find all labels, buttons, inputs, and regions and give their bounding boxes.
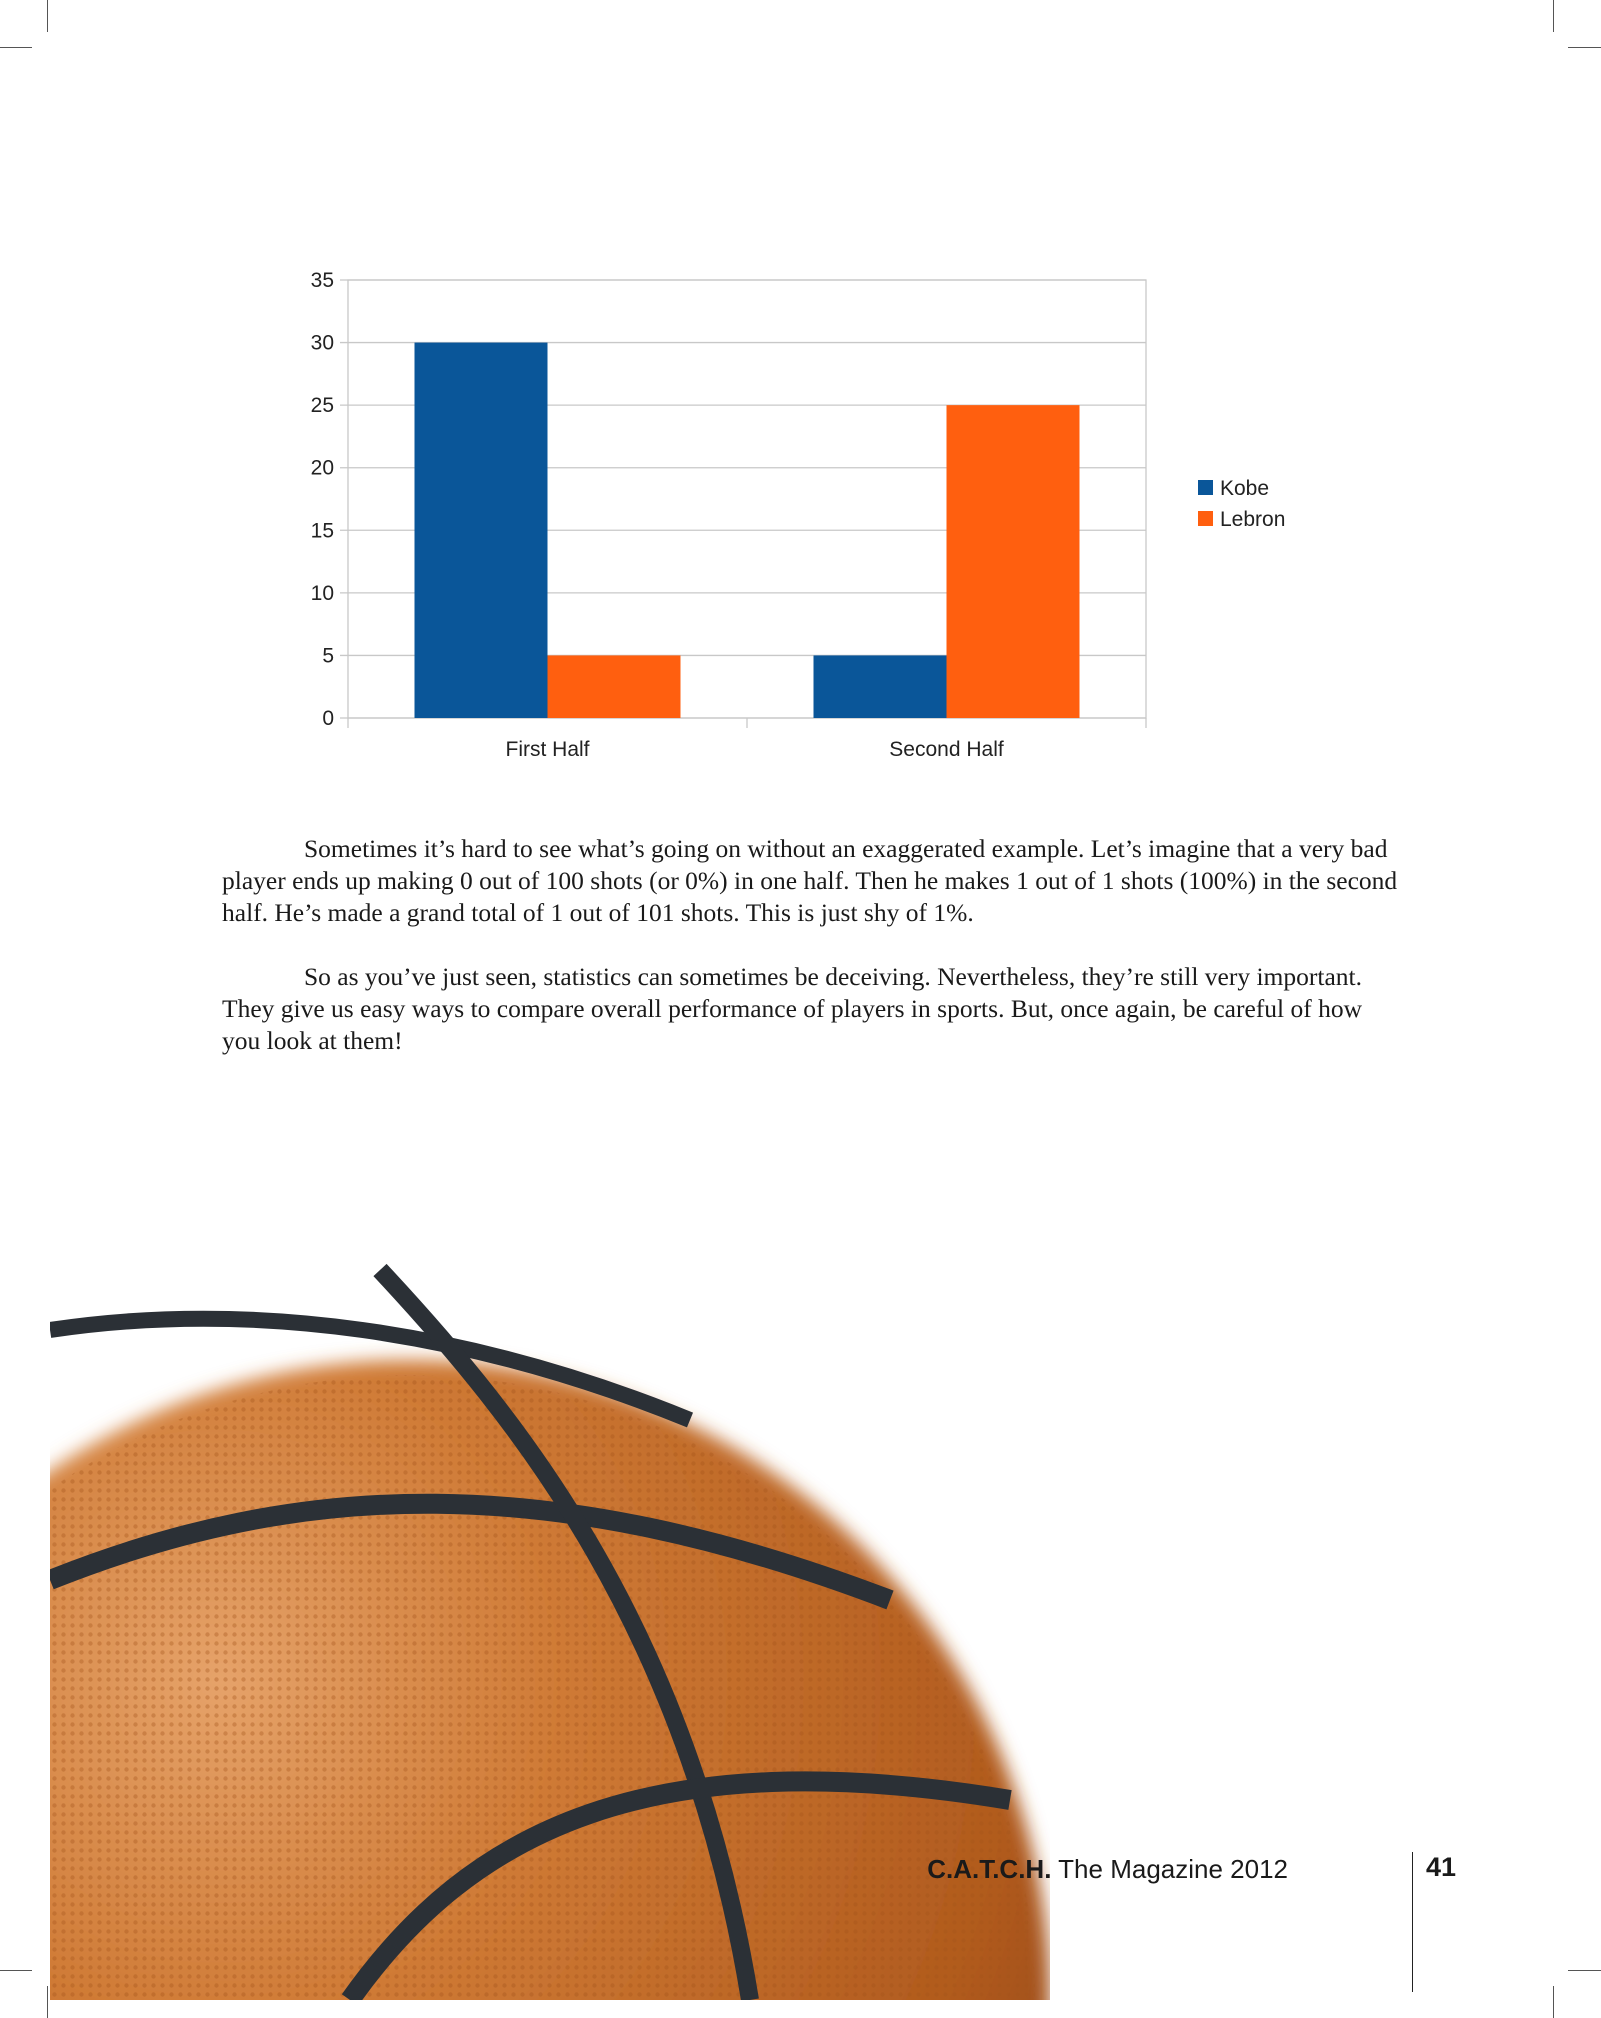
y-tick-label: 25 (310, 394, 334, 418)
bar-chart (280, 255, 1320, 775)
crop-mark-top-left-h (0, 47, 32, 48)
legend-label-kobe: Kobe (1220, 477, 1270, 500)
paragraph-1: Sometimes it’s hard to see what’s going on without an exaggerated example. Let’s imagine that a very bad player ends up making 0 out of 100 shots (or 0%) in one half. Then he makes 1 out of 1 shots (100%) in the second half. He’s made a grand total of 1 out of 101 shots. This is just shy of 1%. (222, 834, 1398, 927)
basketball-image (50, 1180, 1050, 2000)
crop-mark-top-left-v (47, 0, 48, 32)
legend-swatch-kobe (1198, 480, 1213, 495)
bar-kobe (415, 343, 548, 718)
crop-mark-bottom-left-v (47, 1986, 48, 2018)
page-footer (927, 1852, 1457, 2002)
crop-mark-bottom-right-h (1568, 1970, 1601, 1971)
y-tick-label: 10 (310, 581, 334, 605)
y-tick-label: 20 (310, 456, 334, 480)
y-tick-label: 0 (322, 707, 334, 730)
x-tick-label: First Half (505, 738, 590, 761)
footer-magazine-title: The Magazine 2012 (1051, 1854, 1288, 1884)
bar-lebron (548, 655, 681, 718)
y-tick-label: 30 (310, 331, 334, 355)
crop-mark-top-right-v (1553, 0, 1554, 32)
bar-kobe (814, 655, 947, 718)
legend-swatch-lebron (1198, 511, 1213, 526)
y-tick-label: 35 (310, 269, 334, 292)
y-tick-label: 15 (310, 519, 334, 543)
crop-mark-bottom-left-h (0, 1970, 32, 1971)
page-number: 41 (1426, 1852, 1457, 1882)
legend-label-lebron: Lebron (1220, 508, 1286, 531)
footer-brand: C.A.T.C.H. (927, 1854, 1052, 1884)
crop-mark-top-right-h (1568, 47, 1601, 48)
y-tick-label: 5 (322, 644, 334, 668)
article-body (222, 833, 1402, 1089)
x-tick-label: Second Half (889, 738, 1004, 761)
paragraph-2: So as you’ve just seen, statistics can sometimes be deceiving. Nevertheless, they’re still very important. They give us easy ways to compare overall performance of players in sports. But, once again, be careful of how you look at them! (222, 962, 1363, 1055)
footer-divider (1412, 1852, 1413, 1992)
crop-mark-bottom-right-v (1553, 1986, 1554, 2018)
footer-title (927, 1854, 1288, 1885)
bar-lebron (947, 405, 1080, 718)
